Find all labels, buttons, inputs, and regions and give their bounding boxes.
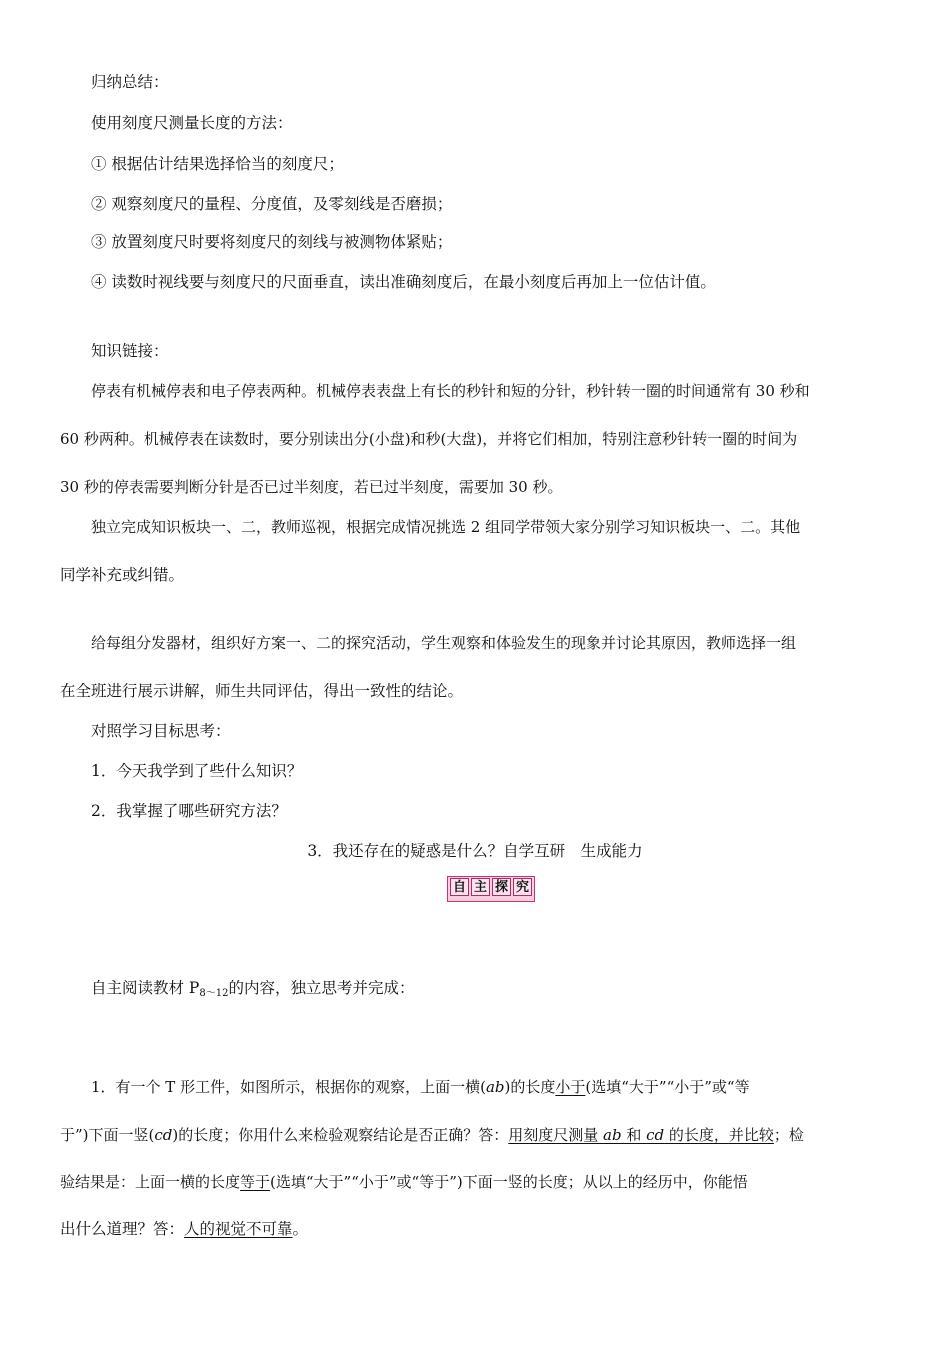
- link-line-2: 60 秒两种。机械停表在读数时，要分别读出分(小盘)和秒(大盘)，并将它们相加，特别注意秒针转一圈的时间为: [60, 430, 798, 448]
- badge-char-3: 探: [492, 878, 511, 896]
- activity-p2-line-2: 在全班进行展示讲解，师生共同评估，得出一致性的结论。: [60, 682, 464, 700]
- exercise-line-4: 出什么道理？答：人的视觉不可靠。: [60, 1220, 309, 1238]
- link-line-3: 30 秒的停表需要判断分针是否已过半刻度，若已过半刻度，需要加 30 秒。: [60, 478, 563, 496]
- exercise-line-3: 验结果是：上面一横的长度等于(选填“大于”“小于”或“等于”)下面一竖的长度；从以上的经历中，你能悟: [60, 1173, 748, 1191]
- summary-step-3: ③ 放置刻度尺时要将刻度尺的刻线与被测物体紧贴；: [91, 233, 453, 251]
- answer-blank-3: 等于: [240, 1173, 271, 1191]
- reflect-question-3: 3．我还存在的疑惑是什么？自学互研 生成能力: [307, 842, 643, 860]
- reflect-heading: 对照学习目标思考：: [91, 722, 231, 740]
- badge-char-1: 自: [450, 878, 469, 896]
- badge-char-4: 究: [513, 878, 532, 896]
- activity-p1-line-1: 独立完成知识板块一、二，教师巡视，根据完成情况挑选 2 组同学带领大家分别学习知识板块一、二。其他: [91, 518, 801, 536]
- reading-instruction: 自主阅读教材 $P_{8\sim 12}$的内容，独立思考并完成：: [91, 979, 415, 999]
- answer-blank-2: 用刻度尺测量 ab 和 cd 的长度，并比较: [508, 1126, 774, 1144]
- summary-step-2: ② 观察刻度尺的量程、分度值，及零刻线是否磨损；: [91, 195, 453, 213]
- summary-heading: 归纳总结：: [91, 73, 169, 91]
- summary-step-1: ① 根据估计结果选择恰当的刻度尺；: [91, 155, 344, 173]
- activity-p2-line-1: 给每组分发器材，组织好方案一、二的探究活动，学生观察和体验发生的现象并讨论其原因，教师选择一组: [91, 634, 797, 652]
- activity-p1-line-2: 同学补充或纠错。: [60, 566, 185, 584]
- reflect-question-2: 2．我掌握了哪些研究方法？: [91, 802, 287, 820]
- section-badge: [447, 876, 535, 902]
- link-line-1: 停表有机械停表和电子停表两种。机械停表表盘上有长的秒针和短的分针，秒针转一圈的时间通常有 30 秒和: [91, 382, 810, 400]
- exercise-line-1: 1．有一个 T 形工件，如图所示，根据你的观察，上面一横(ab)的长度小于(选填“大于”“小于”或“等: [91, 1078, 750, 1096]
- link-heading: 知识链接：: [91, 342, 169, 360]
- answer-blank-1: 小于: [555, 1078, 586, 1096]
- reflect-question-1: 1．今天我学到了些什么知识？: [91, 762, 303, 780]
- answer-blank-4: 人的视觉不可靠: [184, 1220, 293, 1238]
- summary-step-4: ④ 读数时视线要与刻度尺的尺面垂直，读出准确刻度后，在最小刻度后再加上一位估计值。: [91, 273, 716, 291]
- exercise-line-2: 于”)下面一竖(cd)的长度；你用什么来检验观察结论是否正确？答：用刻度尺测量 ab 和 cd 的长度，并比较；检: [60, 1126, 804, 1144]
- badge-char-2: 主: [471, 878, 490, 896]
- summary-intro: 使用刻度尺测量长度的方法：: [91, 114, 293, 132]
